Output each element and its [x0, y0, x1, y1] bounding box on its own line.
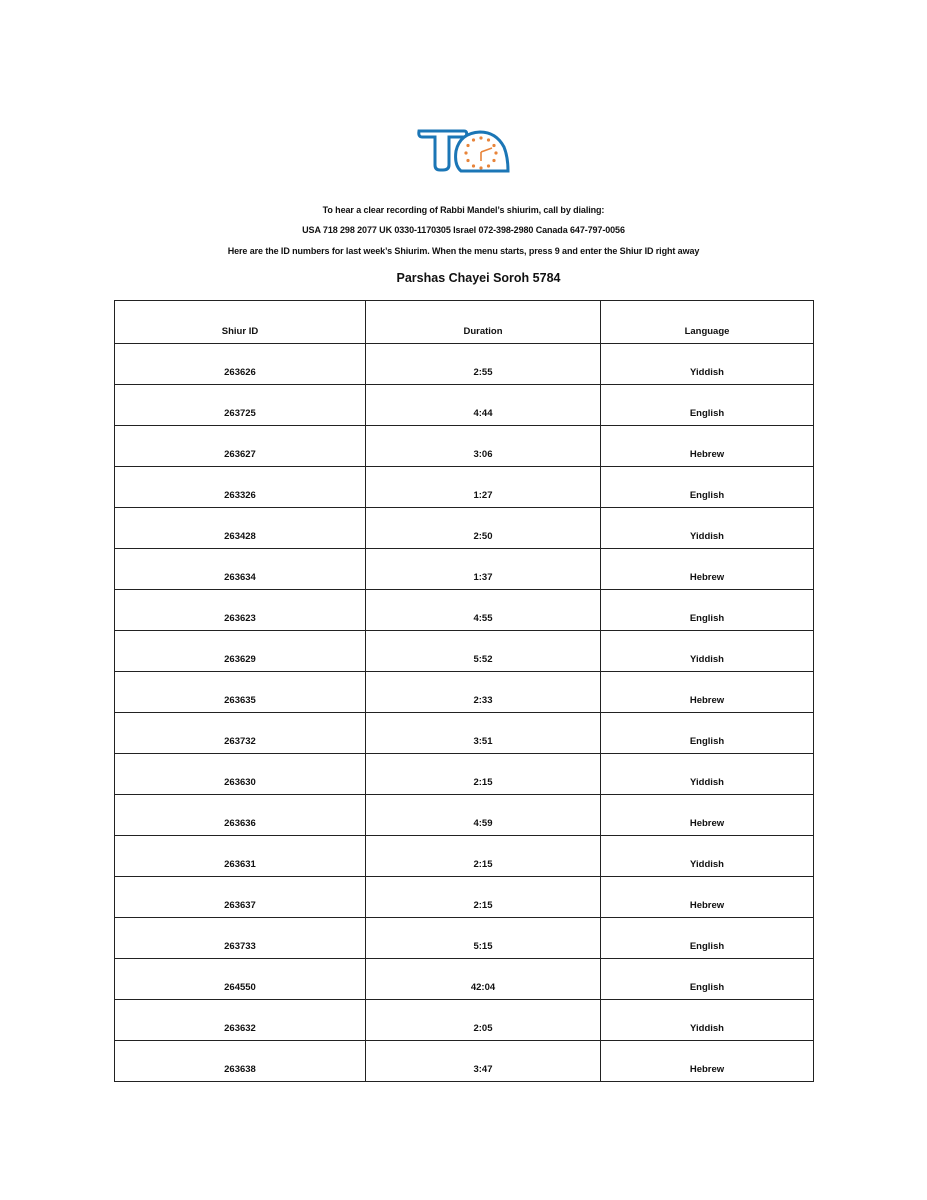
- shiur-id-cell: 264550: [115, 959, 366, 1000]
- duration-cell: 3:51: [366, 713, 601, 754]
- language-cell: English: [601, 959, 814, 1000]
- table-row: [115, 426, 814, 467]
- duration-cell: 3:06: [366, 426, 601, 467]
- shiur-id-cell: 263638: [115, 1041, 366, 1082]
- duration-cell: 1:27: [366, 467, 601, 508]
- duration-cell: 42:04: [366, 959, 601, 1000]
- instructions-text: Here are the ID numbers for last week’s Shiurim. When the menu starts, press 9 and enter the Shiur ID right away: [227, 246, 700, 256]
- duration-cell: 2:05: [366, 1000, 601, 1041]
- language-cell: Yiddish: [601, 508, 814, 549]
- clock-tick-icon: [479, 166, 482, 169]
- clock-tick-icon: [487, 164, 490, 167]
- language-cell: English: [601, 590, 814, 631]
- table-row: [115, 508, 814, 549]
- shiur-id-cell: 263623: [115, 590, 366, 631]
- shiur-id-cell: 263428: [115, 508, 366, 549]
- shiur-id-cell: 263732: [115, 713, 366, 754]
- clock-tick-icon: [466, 159, 469, 162]
- column-header-shiur-id: Shiur ID: [115, 301, 366, 344]
- table-row: [115, 631, 814, 672]
- table-row: [115, 754, 814, 795]
- clock-tick-icon: [492, 159, 495, 162]
- table-row: [115, 672, 814, 713]
- shiur-id-cell: 263725: [115, 385, 366, 426]
- table-row: [115, 467, 814, 508]
- duration-cell: 3:47: [366, 1041, 601, 1082]
- clock-tick-icon: [472, 164, 475, 167]
- duration-cell: 2:15: [366, 877, 601, 918]
- duration-cell: 2:55: [366, 344, 601, 385]
- table-row: [115, 1000, 814, 1041]
- language-cell: Yiddish: [601, 631, 814, 672]
- shiur-id-cell: 263636: [115, 795, 366, 836]
- shiur-table: [114, 300, 814, 1082]
- language-cell: Yiddish: [601, 1000, 814, 1041]
- shiur-id-cell: 263634: [115, 549, 366, 590]
- table-header-row: [115, 301, 814, 344]
- shiur-id-cell: 263733: [115, 918, 366, 959]
- duration-cell: 2:15: [366, 836, 601, 877]
- table-row: [115, 713, 814, 754]
- language-cell: Hebrew: [601, 877, 814, 918]
- shiur-id-cell: 263630: [115, 754, 366, 795]
- table-row: [115, 590, 814, 631]
- language-cell: Hebrew: [601, 795, 814, 836]
- clock-tick-icon: [464, 151, 467, 154]
- shiur-id-cell: 263632: [115, 1000, 366, 1041]
- language-cell: Yiddish: [601, 754, 814, 795]
- language-cell: Hebrew: [601, 1041, 814, 1082]
- language-cell: Yiddish: [601, 344, 814, 385]
- shiur-id-cell: 263631: [115, 836, 366, 877]
- duration-cell: 2:15: [366, 754, 601, 795]
- duration-cell: 2:33: [366, 672, 601, 713]
- clock-tick-icon: [487, 138, 490, 141]
- language-cell: Hebrew: [601, 549, 814, 590]
- language-cell: English: [601, 385, 814, 426]
- duration-cell: 2:50: [366, 508, 601, 549]
- table-row: [115, 795, 814, 836]
- table-row: [115, 549, 814, 590]
- shiur-id-cell: 263626: [115, 344, 366, 385]
- clock-tick-icon: [479, 136, 482, 139]
- intro-text: To hear a clear recording of Rabbi Mandel’s shiurim, call by dialing:: [322, 205, 605, 215]
- table-row: [115, 918, 814, 959]
- language-cell: English: [601, 467, 814, 508]
- language-cell: English: [601, 918, 814, 959]
- ta-clock-logo-icon: [416, 127, 512, 173]
- clock-tick-icon: [472, 138, 475, 141]
- table-row: [115, 385, 814, 426]
- duration-cell: 5:52: [366, 631, 601, 672]
- phone-numbers: USA 718 298 2077 UK 0330-1170305 Israel 072-398-2980 Canada 647-797-0056: [302, 225, 625, 235]
- clock-tick-icon: [492, 144, 495, 147]
- shiur-id-cell: 263635: [115, 672, 366, 713]
- language-cell: Yiddish: [601, 836, 814, 877]
- page-title: Parshas Chayei Soroh 5784: [396, 271, 561, 285]
- duration-cell: 4:44: [366, 385, 601, 426]
- table-row: [115, 959, 814, 1000]
- clock-tick-icon: [494, 151, 497, 154]
- language-cell: Hebrew: [601, 672, 814, 713]
- table-row: [115, 1041, 814, 1082]
- shiur-id-cell: 263326: [115, 467, 366, 508]
- duration-cell: 5:15: [366, 918, 601, 959]
- table-row: [115, 877, 814, 918]
- language-cell: Hebrew: [601, 426, 814, 467]
- table-row: [115, 344, 814, 385]
- shiur-id-cell: 263627: [115, 426, 366, 467]
- column-header-duration: Duration: [366, 301, 601, 344]
- duration-cell: 4:55: [366, 590, 601, 631]
- clock-tick-icon: [466, 144, 469, 147]
- language-cell: English: [601, 713, 814, 754]
- shiur-id-cell: 263629: [115, 631, 366, 672]
- duration-cell: 4:59: [366, 795, 601, 836]
- table-row: [115, 836, 814, 877]
- duration-cell: 1:37: [366, 549, 601, 590]
- column-header-language: Language: [601, 301, 814, 344]
- shiur-id-cell: 263637: [115, 877, 366, 918]
